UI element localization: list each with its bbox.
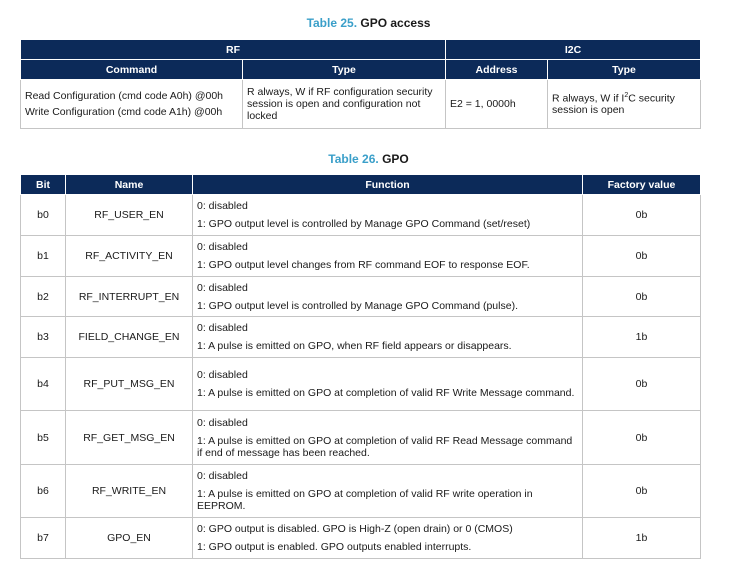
function-line-1: 1: GPO output is enabled. GPO outputs enabled interrupts. [197, 541, 472, 553]
read-config-command: Read Configuration (cmd code A0h) @00h [25, 90, 224, 102]
name-cell: RF_WRITE_EN [66, 465, 193, 518]
name-cell: FIELD_CHANGE_EN [66, 317, 193, 358]
table-row [21, 80, 701, 129]
function-line-0: 0: GPO output is disabled. GPO is High-Z (open drain) or 0 (CMOS) [197, 523, 513, 535]
i2c-type-header: Type [548, 60, 701, 80]
table-row [21, 411, 701, 465]
function-cell [193, 358, 583, 411]
address-header: Address [446, 60, 548, 80]
function-cell [193, 277, 583, 317]
i2c-superscript: 2 [624, 91, 629, 99]
factory-value-cell: 0b [583, 277, 701, 317]
table-25-caption [0, 16, 737, 30]
function-header: Function [193, 175, 583, 195]
bit-cell: b6 [21, 465, 66, 518]
bit-cell: b4 [21, 358, 66, 411]
function-cell [193, 411, 583, 465]
factory-value-cell: 0b [583, 411, 701, 465]
table-row [21, 277, 701, 317]
table-row [21, 518, 701, 559]
bit-cell: b1 [21, 236, 66, 277]
gpo-register-table [20, 174, 701, 559]
name-cell: RF_GET_MSG_EN [66, 411, 193, 465]
write-config-command: Write Configuration (cmd code A1h) @00h [25, 106, 223, 118]
function-line-0: 0: disabled [197, 200, 248, 212]
factory-value-header: Factory value [583, 175, 701, 195]
factory-value-cell: 0b [583, 236, 701, 277]
address-cell: E2 = 1, 0000h [446, 80, 548, 129]
command-cell [21, 80, 243, 129]
name-cell: GPO_EN [66, 518, 193, 559]
rf-group-header: RF [21, 40, 446, 60]
caption-title: GPO [382, 152, 409, 166]
bit-cell: b3 [21, 317, 66, 358]
function-line-0: 0: disabled [197, 369, 248, 381]
bit-cell: b5 [21, 411, 66, 465]
factory-value-cell: 0b [583, 195, 701, 236]
table-row [21, 317, 701, 358]
function-cell [193, 465, 583, 518]
function-line-1: 1: GPO output level changes from RF command EOF to response EOF. [197, 259, 530, 271]
function-line-0: 0: disabled [197, 241, 248, 253]
function-line-1: 1: GPO output level is controlled by Manage GPO Command (pulse). [197, 299, 518, 312]
name-cell: RF_INTERRUPT_EN [66, 277, 193, 317]
table-26-caption [0, 152, 737, 166]
function-cell [193, 236, 583, 277]
function-line-1: 1: A pulse is emitted on GPO at completion of valid RF Read Message command if end of message has been reached. [197, 434, 573, 459]
i2c-type-text: R always, W if I [552, 92, 625, 105]
function-cell [193, 195, 583, 236]
function-line-0: 0: disabled [197, 470, 248, 482]
name-header: Name [66, 175, 193, 195]
table-row [21, 195, 701, 236]
function-line-0: 0: disabled [197, 281, 248, 294]
name-cell: RF_USER_EN [66, 195, 193, 236]
function-line-0: 0: disabled [197, 322, 248, 334]
factory-value-cell: 1b [583, 317, 701, 358]
function-line-1: 1: A pulse is emitted on GPO at completion of valid RF write operation in EEPROM. [197, 488, 533, 512]
factory-value-cell: 0b [583, 358, 701, 411]
gpo-access-table [20, 39, 701, 129]
command-header: Command [21, 60, 243, 80]
factory-value-cell: 0b [583, 465, 701, 518]
table-row [21, 465, 701, 518]
i2c-type-cell [548, 80, 701, 129]
type-header: Type [243, 60, 446, 80]
caption-title: GPO access [360, 16, 431, 30]
function-line-1: 1: A pulse is emitted on GPO, when RF field appears or disappears. [197, 340, 512, 352]
bit-cell: b0 [21, 195, 66, 236]
function-line-0: 0: disabled [197, 416, 248, 429]
table-row [21, 358, 701, 411]
rf-type-cell: R always, W if RF configuration security session is open and configuration not locked [243, 80, 446, 129]
caption-number: Table 26. [328, 152, 379, 166]
i2c-group-header: I2C [446, 40, 701, 60]
name-cell: RF_PUT_MSG_EN [66, 358, 193, 411]
function-line-1: 1: GPO output level is controlled by Manage GPO Command (set/reset) [197, 218, 531, 230]
name-cell: RF_ACTIVITY_EN [66, 236, 193, 277]
bit-cell: b7 [21, 518, 66, 559]
function-cell [193, 518, 583, 559]
i2c-type-text-end: C security session is open [552, 92, 675, 117]
function-line-1: 1: A pulse is emitted on GPO at completion of valid RF Write Message command. [197, 387, 575, 399]
bit-cell: b2 [21, 277, 66, 317]
factory-value-cell: 1b [583, 518, 701, 559]
bit-header: Bit [21, 175, 66, 195]
function-cell [193, 317, 583, 358]
table-row [21, 236, 701, 277]
caption-number: Table 25. [306, 16, 358, 30]
